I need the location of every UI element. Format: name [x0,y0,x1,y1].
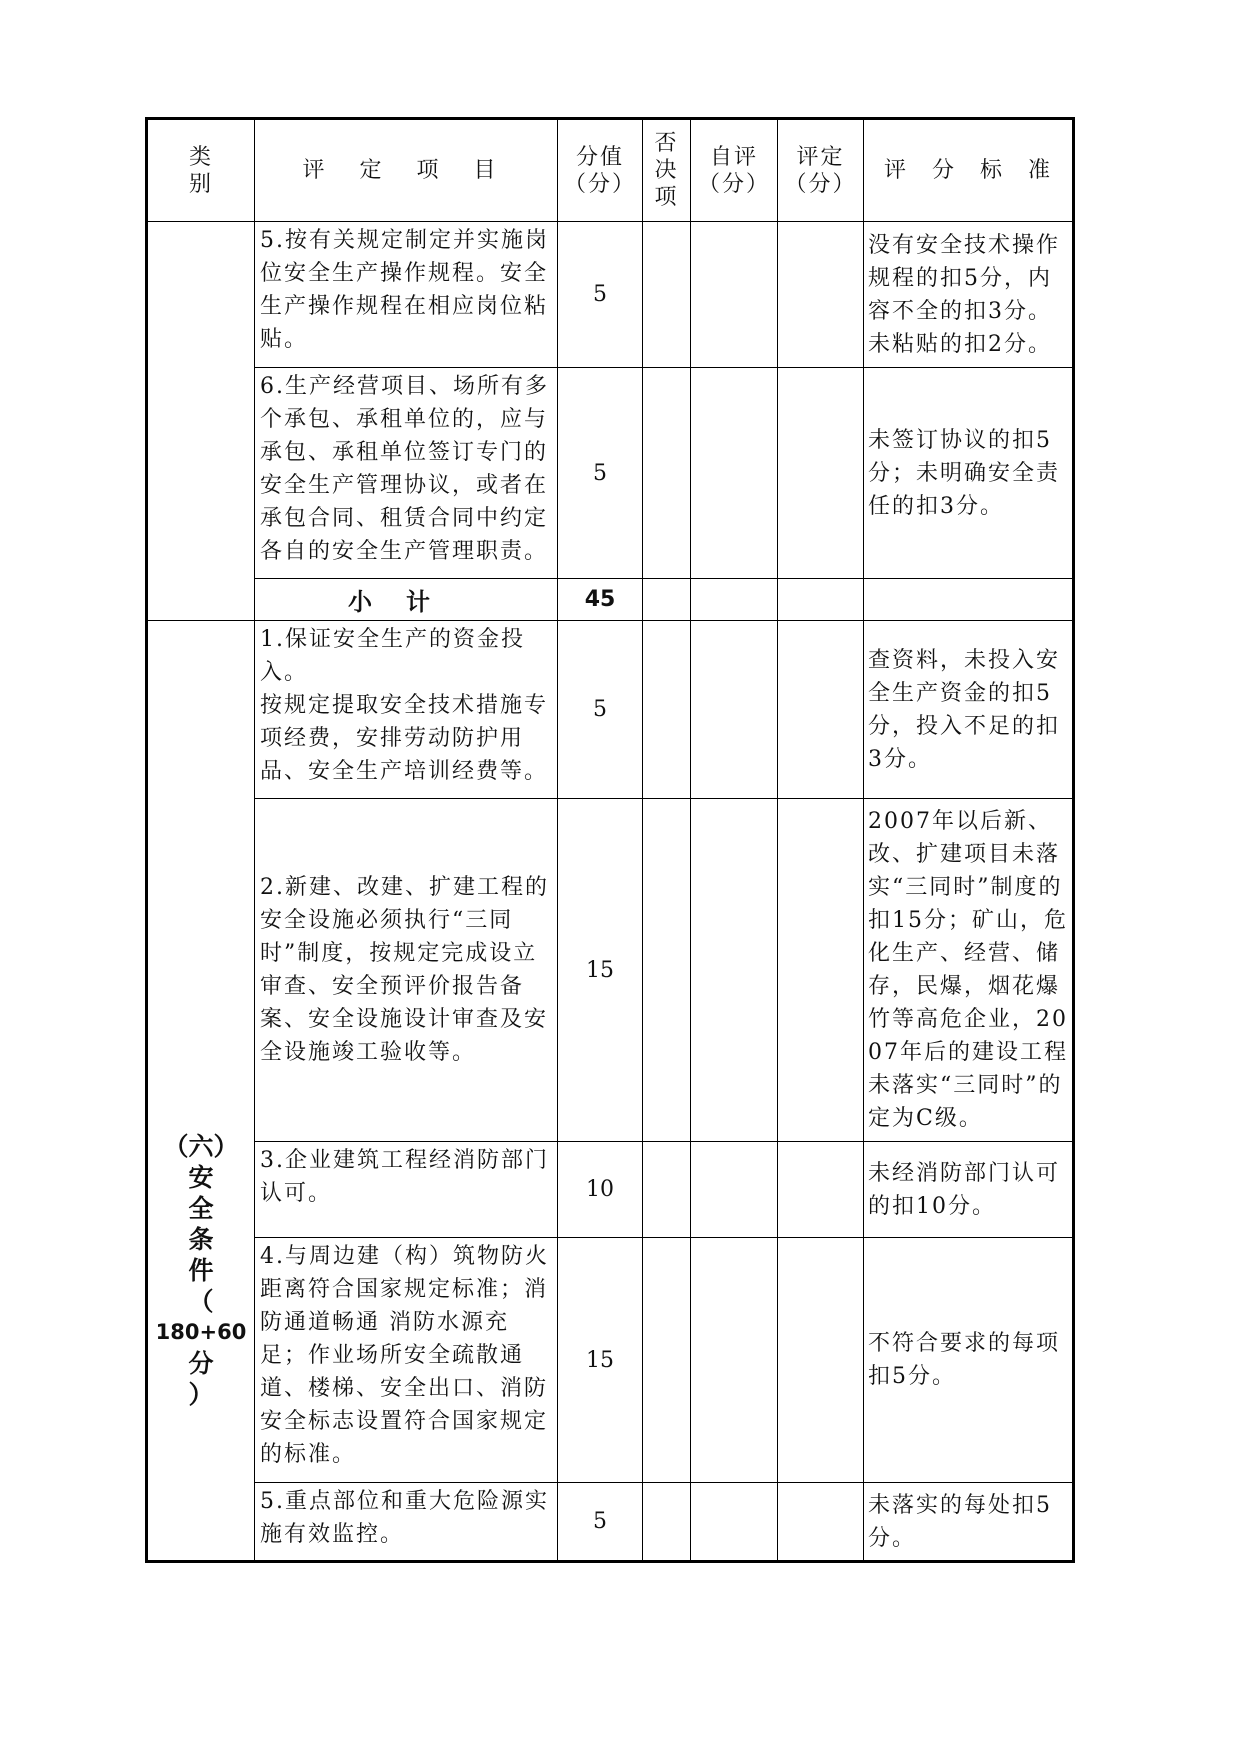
header-score-text: 分值 （分） [563,144,636,197]
assessed-cell [778,1483,864,1562]
self-eval-cell [691,621,778,799]
header-standard [864,119,1074,222]
assessed-cell [778,222,864,368]
self-eval-cell [691,1483,778,1562]
veto-cell [643,1483,691,1562]
category-cell-safety-conditions [147,621,255,1562]
header-self-eval [691,119,778,222]
category-line: （ [188,1287,214,1316]
self-eval-cell [691,579,778,621]
table-row [147,368,1074,579]
header-category [147,119,255,222]
header-row [147,119,1074,222]
self-eval-cell [691,1238,778,1483]
self-eval-cell [691,799,778,1142]
item-cell: 2.新建、改建、扩建工程的安全设施必须执行“三同时”制度，按规定完成设立审查、安全预评价报告备案、安全设施设计审查及安全设施竣工验收等。 [255,799,558,1142]
assessed-cell [778,799,864,1142]
category-line: 180+60 [155,1320,247,1344]
header-score [558,119,643,222]
category-line: ） [188,1380,214,1409]
header-standard-text: 评 分 标 准 [883,158,1052,183]
score-cell: 5 [558,368,643,579]
score-cell: 5 [558,1483,643,1562]
table-row [147,1483,1074,1562]
subtotal-row [147,579,1074,621]
standard-cell: 未落实的每处扣5分。 [864,1483,1074,1562]
item-cell: 5.重点部位和重大危险源实施有效监控。 [255,1483,558,1562]
header-assessed-text: 评定 （分） [784,144,857,197]
assessed-cell [778,1238,864,1483]
header-category-text: 类 别 [188,144,213,197]
header-assessed [778,119,864,222]
score-cell: 15 [558,1238,643,1483]
veto-cell [643,368,691,579]
assessed-cell [778,579,864,621]
score-cell: 5 [558,621,643,799]
category-line: 分 [188,1349,214,1378]
score-cell: 10 [558,1142,643,1238]
veto-cell [643,222,691,368]
header-item [255,119,558,222]
standard-cell [864,579,1074,621]
standard-cell: 2007年以后新、改、扩建项目未落实“三同时”制度的扣15分；矿山，危化生产、经营、储存，民爆，烟花爆竹等高危企业，2007年后的建设工程未落实“三同时”的定为C级。 [864,799,1074,1142]
veto-cell [643,1238,691,1483]
table-row [147,799,1074,1142]
category-line: 安 [188,1163,214,1192]
assessed-cell [778,621,864,799]
self-eval-cell [691,1142,778,1238]
table-row [147,1238,1074,1483]
self-eval-cell [691,222,778,368]
assessed-cell [778,368,864,579]
standard-cell: 未签订协议的扣5分；未明确安全责任的扣3分。 [864,368,1074,579]
header-self-eval-text: 自评 （分） [697,144,770,197]
table-row [147,222,1074,368]
category-line: （六） [163,1132,239,1161]
header-item-text: 评 定 项 目 [302,158,510,183]
item-cell: 6.生产经营项目、场所有多个承包、承租单位的，应与承包、承租单位签订专门的安全生产管理协议，或者在承包合同、租赁合同中约定各自的安全生产管理职责。 [255,368,558,579]
item-cell: 4.与周边建（构）筑物防火距离符合国家规定标准；消防通道畅通 消防水源充足；作业场所安全疏散通道、楼梯、安全出口、消防安全标志设置符合国家规定的标准。 [255,1238,558,1483]
item-cell: 1.保证安全生产的资金投入。 按规定提取安全技术措施专项经费，安排劳动防护用品、安全生产培训经费等。 [255,621,558,799]
subtotal-label: 小计 [255,579,558,621]
header-veto-text: 否 决 项 [654,131,679,210]
score-cell: 15 [558,799,643,1142]
item-cell: 5.按有关规定制定并实施岗位安全生产操作规程。安全生产操作规程在相应岗位粘贴。 [255,222,558,368]
assessed-cell [778,1142,864,1238]
evaluation-table [145,117,1075,1563]
category-line: 条 [188,1225,214,1254]
standard-cell: 查资料，未投入安全生产资金的扣5分，投入不足的扣3分。 [864,621,1074,799]
veto-cell [643,799,691,1142]
category-cell-continued [147,222,255,621]
item-cell: 3.企业建筑工程经消防部门认可。 [255,1142,558,1238]
category-line: 件 [188,1256,214,1285]
standard-cell: 没有安全技术操作规程的扣5分，内容不全的扣3分。未粘贴的扣2分。 [864,222,1074,368]
veto-cell [643,579,691,621]
category-line: 全 [188,1194,214,1223]
table-row [147,621,1074,799]
standard-cell: 未经消防部门认可的扣10分。 [864,1142,1074,1238]
self-eval-cell [691,368,778,579]
veto-cell [643,1142,691,1238]
header-veto [643,119,691,222]
table-row [147,1142,1074,1238]
standard-cell: 不符合要求的每项扣5分。 [864,1238,1074,1483]
subtotal-value: 45 [558,579,643,621]
score-cell: 5 [558,222,643,368]
veto-cell [643,621,691,799]
